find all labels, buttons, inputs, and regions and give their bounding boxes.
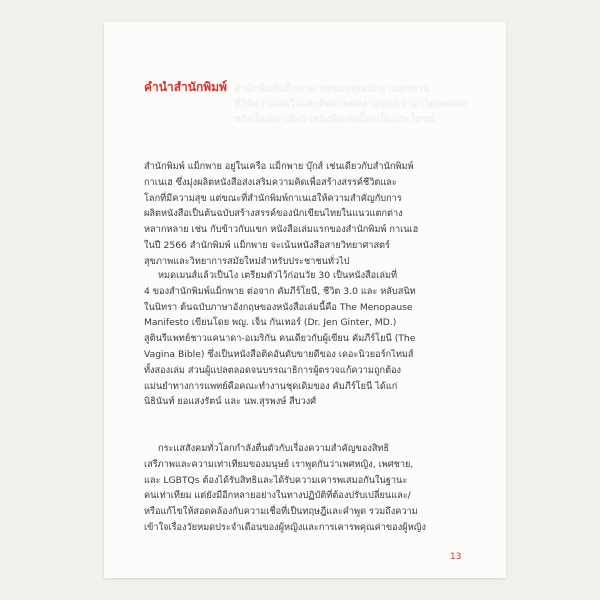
text-line: เสรีภาพและความเท่าเทียมของมนุษย์ เราพูดกันว่าเพศหญิง, เพศชาย,	[144, 458, 414, 470]
text-line: แม่นยำทางการแพทย์คือคณะทำงานชุดเดิมของ คัมภีร์โยนี ได้แก่	[144, 380, 398, 392]
text-line: โลกที่มีความสุข แต่ขณะที่สำนักพิมพ์กาเนเฮให้ความสำคัญกับการ	[144, 192, 402, 204]
text-line: กระแสสังคมทั่วโลกกำลังตื่นตัวกับเรื่องความสำคัญของสิทธิ	[158, 443, 390, 454]
page-number: 13	[450, 552, 462, 562]
bleed-through-line: ที่ให้ความสนใจและติดตามผลงานของเรามาโดยตลอด	[234, 99, 467, 110]
text-line: หรือแก้ไขให้สอดคล้องกับความเชื่อที่เป็นทฤษฎีและคำพูด รวมถึงความ	[144, 506, 418, 518]
text-line: และ LGBTQs ต้องได้รับสิทธิและได้รับความเคารพเสมอกันในฐานะ	[144, 474, 408, 486]
section-heading: คำนำสำนักพิมพ์	[144, 80, 227, 94]
paragraph-1	[144, 159, 478, 270]
bleed-through-text	[234, 82, 534, 127]
text-line: ผลิตหนังสือเป็นต้นฉบับสร้างสรรค์ของนักเขียนไทยในแนวแตกต่าง	[144, 208, 403, 220]
text-line: สูตินรีแพทย์ชาวแคนาดา-อเมริกัน คนเดียวกับผู้เขียน คัมภีร์โยนี (The	[144, 333, 416, 345]
text-line: ในปี 2566 สำนักพิมพ์ แม็กพาย จะเน้นหนังสือสายวิทยาศาสตร์	[144, 239, 390, 251]
text-line: สำนักพิมพ์ แม็กพาย อยู่ในเครือ แม็กพาย บุ๊กส์ เช่นเดียวกับสำนักพิมพ์	[144, 161, 414, 172]
text-line: กาเนเฮ ซึ่งมุ่งผลิตหนังสือส่งเสริมความคิดเพื่อสร้างสรรค์ชีวิตและ	[144, 176, 397, 188]
paragraph-2	[144, 268, 478, 410]
text-line: Vagina Bible) ซึ่งเป็นหนังสือติดอันดับขายดีของ เดอะนิวยอร์กไทมส์	[144, 348, 414, 360]
text-line: หมดเมนส์แล้วเป็นไง เตรียมตัวไว้ก่อนวัย 30 เป็นหนังสือเล่มที่	[158, 270, 398, 281]
text-line: ทั้งสองเล่ม ส่วนผู้แปลตลอดจนบรรณาธิการผู้ตรวจแก้ความถูกต้อง	[144, 364, 402, 376]
text-line: Manifesto เขียนโดย พญ. เจ็น กันเทอร์ (Dr. Jen Ginter, MD.)	[144, 317, 397, 329]
paragraph-3	[144, 441, 478, 536]
text-line: ในนิทรา ต้นฉบับภาษาอังกฤษของหนังสือเล่มนี้คือ The Menopause	[144, 301, 413, 313]
bleed-through-line: สำนักพิมพ์แม็กพาย ขอขอบคุณนักอ่านทุกท่าน	[234, 84, 430, 95]
text-line: 4 ของสำนักพิมพ์แม็กพาย ต่อจาก คัมภีร์โยนี, ชีวิต 3.0 และ หลับสนิท	[144, 285, 416, 297]
bleed-through-line: หวังเป็นอย่างยิ่งว่าหนังสือเล่มนี้จะเป็นประโยชน์	[234, 114, 436, 125]
text-line: สุขภาพและวิทยาการสมัยใหม่สำหรับประชาชนทั่วไป	[144, 255, 350, 267]
text-line: คนเท่าเทียม แต่ยังมีอีกหลายอย่างในทางปฏิบัติที่ต้องปรับเปลี่ยนและ/	[144, 490, 411, 502]
text-line: เข้าใจเรื่องวัยหมดประจำเดือนของผู้หญิงและการเคารพคุณค่าของผู้หญิง	[144, 521, 426, 533]
text-line: นิธินันท์ ยอแสงรัตน์ และ นพ.สุรพงษ์ สีบวงศ์	[144, 396, 317, 408]
book-page	[104, 22, 506, 578]
text-line: หลากหลาย เช่น กับข้าวกับแขก หนังสือเล่มแรกของสำนักพิมพ์ กาเนเฮ	[144, 224, 419, 236]
